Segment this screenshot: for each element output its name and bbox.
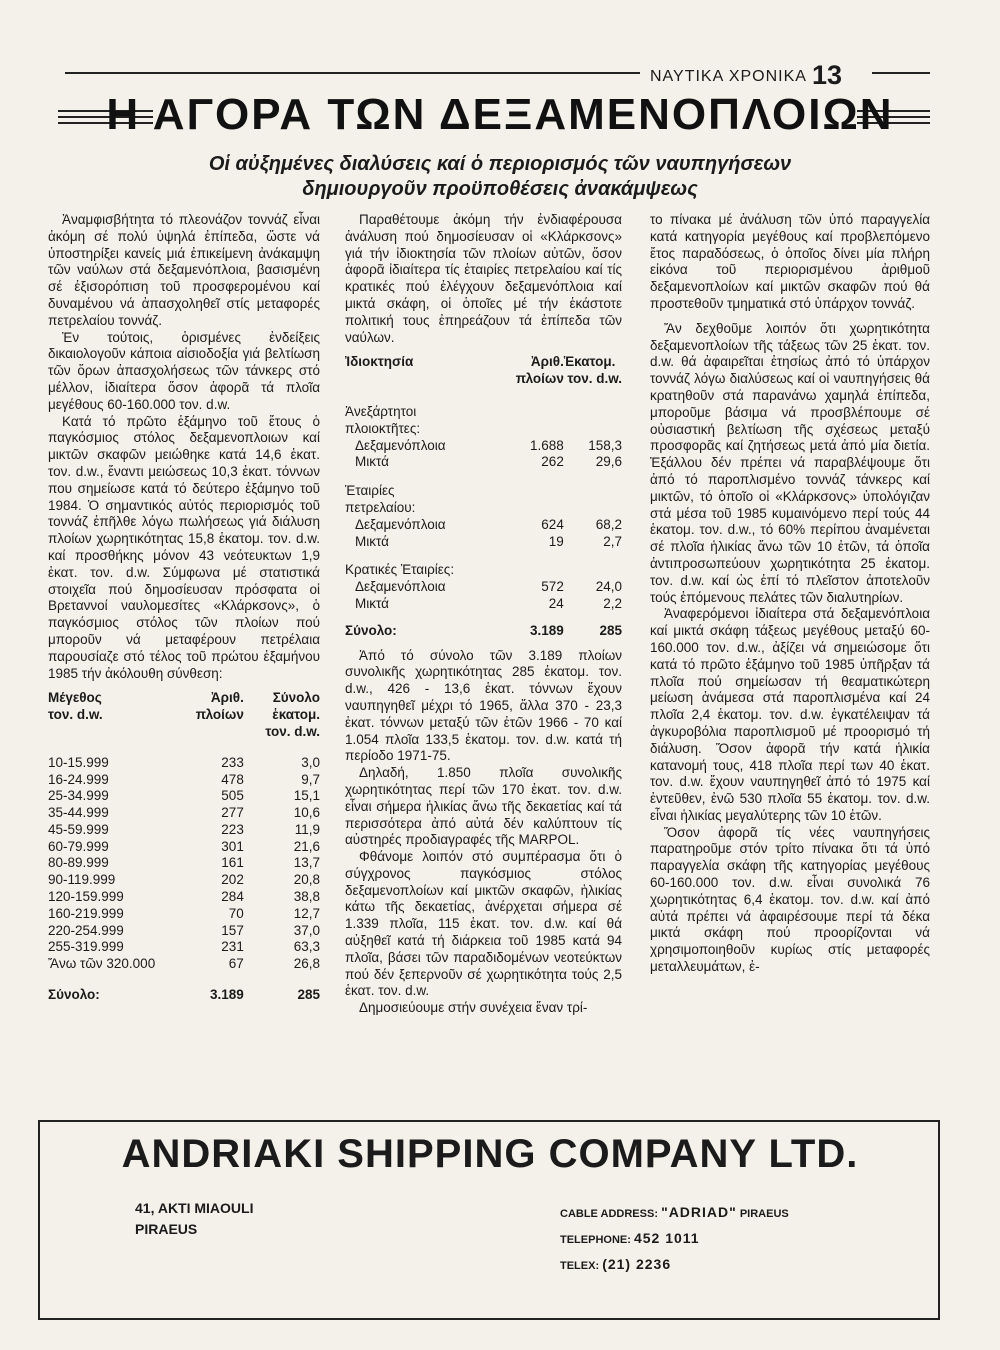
group-state-companies: Κρατικές Ἑταιρίες: xyxy=(345,562,455,578)
cable-city: PIRAEUS xyxy=(739,1208,789,1220)
row-count: 161 xyxy=(221,855,244,871)
size-table-total-row xyxy=(48,987,320,1004)
row-total: 10,6 xyxy=(293,805,320,821)
spacer xyxy=(48,682,320,690)
telephone xyxy=(560,1226,789,1252)
row-total: 68,2 xyxy=(595,516,622,532)
table-row xyxy=(48,839,320,856)
row-size: 255-319.999 xyxy=(48,939,124,955)
row-label: Μικτά xyxy=(355,533,389,549)
size-table-header-1 xyxy=(48,690,320,707)
row-label: Δεξαμενόπλοια xyxy=(355,437,446,453)
row-total: 24,0 xyxy=(595,579,622,595)
page-number: 13 xyxy=(812,60,843,90)
column-1 xyxy=(48,212,320,1004)
header-count-unit: πλοίων xyxy=(515,371,564,387)
header-count-unit: πλοίων xyxy=(195,707,244,723)
telex-value: (21) 2236 xyxy=(602,1256,672,1272)
row-label: Μικτά xyxy=(355,595,389,611)
address-line-1: 41, AKTI MIAOULI xyxy=(135,1200,254,1216)
total-count: 3.189 xyxy=(530,622,564,638)
article-subtitle xyxy=(150,152,850,202)
header-owner: Ἰδιοκτησία xyxy=(345,354,414,370)
ownership-header-1 xyxy=(345,354,622,371)
row-count: 478 xyxy=(221,771,244,787)
row-size: 10-15.999 xyxy=(48,754,109,770)
magazine-name: ΝΑΥΤΙΚΑ ΧΡΟΝΙΚΑ xyxy=(650,68,807,85)
table-row xyxy=(345,596,622,613)
row-count: 223 xyxy=(221,821,244,837)
col1-paragraph-2: Ἐν τούτοις, ὁρισμένες ἐνδείξεις δικαιολογοῦν κάποια αἰσιοδοξία γιά βελτίωση τῶν ὅρων ἀπασχολήσεως τῶν τάνκερς στό μέλλον, ἰδιαίτερα ὅσον ἀφορᾶ τά πλοῖα μεγέθους 60-160.000 τον. d.w. xyxy=(48,329,320,412)
row-total: 37,0 xyxy=(293,922,320,938)
row-total: 3,0 xyxy=(301,754,320,770)
size-table-header-2 xyxy=(48,707,320,724)
table-row xyxy=(48,956,320,973)
row-total: 29,6 xyxy=(595,454,622,470)
address-line-2: PIRAEUS xyxy=(135,1221,198,1237)
company-contacts xyxy=(560,1200,789,1278)
row-size: 35-44.999 xyxy=(48,805,109,821)
header-size: Μέγεθος xyxy=(48,690,102,706)
row-total: 20,8 xyxy=(293,872,320,888)
group-independent: Ἀνεξάρτητοι xyxy=(345,403,417,419)
row-size: 80-89.999 xyxy=(48,855,109,871)
telephone-label: TELEPHONE: xyxy=(560,1234,631,1246)
company-address xyxy=(135,1198,254,1240)
col1-paragraph-1: Ἀναμφισβήτητα τό πλεονάζον τοννάζ εἶναι ἀκόμη σέ πολύ ὑψηλά ἐπίπεδα, ὥστε νά ὑποστηρίξει κανείς μιά ἐπικείμενη ἀνάκαμψη τῶν ναύλων στά δεξαμενόπλοια, βασισμένη σέ ἐξισορόπιση τοῦ προσφερομένου καί δυναμένου νά ἀπασχοληθεῖ στίς μεταφορές πετρελαίου τοννάζ. xyxy=(48,212,320,328)
group-independent-2: πλοιοκτῆτες: xyxy=(345,420,421,436)
col2-paragraph-5: Δημοσιεύουμε στήν συνέχεια ἕναν τρί- xyxy=(359,1000,588,1016)
row-total: 9,7 xyxy=(301,771,320,787)
row-total: 2,2 xyxy=(603,595,622,611)
row-total: 2,7 xyxy=(603,533,622,549)
table-row xyxy=(48,872,320,889)
spacer xyxy=(650,313,930,321)
row-total: 63,3 xyxy=(293,939,320,955)
row-size: 16-24.999 xyxy=(48,771,109,787)
col3-paragraph-1: το πίνακα μέ ἀνάλυση τῶν ὑπό παραγγελία κατά κατηγορία μεγέθους καί προβλεπόμενο ἔτος παραδόσεως, ὁ ὁποῖος δίνει μία πλήρη εἰκόνα τοῦ περιορισμένου ἀριθμοῦ δεξαμενοπλοίων καί μικτῶν σκαφῶν πού θά προστεθοῦν τμηματικά στό ὑπάρχον τοννάζ. xyxy=(650,212,930,311)
ownership-header-2 xyxy=(345,371,622,388)
row-size: 60-79.999 xyxy=(48,838,109,854)
subtitle-line-1: Οἱ αὐξημένες διαλύσεις καί ὁ περιορισμός τῶν ναυπηγήσεων xyxy=(208,153,792,175)
header-total: Σύνολο xyxy=(272,690,320,706)
telex xyxy=(560,1252,789,1278)
size-table xyxy=(48,690,320,1004)
row-label: Μικτά xyxy=(355,454,389,470)
header-total-unit-2: τον. d.w. xyxy=(265,723,320,739)
col1-paragraph-3: Κατά τό πρῶτο ἑξάμηνο τοῦ ἔτους ὁ παγκόσμιος στόλος δεξαμενοπλοιων καί μικτῶν σκαφῶν μειώθηκε κατά 14,6 ἑκατ. τον. d.w., ἔναντι μειώσεως 10,3 ἑκατ. τόννων που σημείωσε κατά τό δεύτερο ἑξάμηνο τοῦ 1984. Ὁ σημαντικός αὐτός περιορισμός τοῦ τοννάζ ἐπῆλθε λόγω πωλήσεως γιά διάλυση πλοίων χωρητικότητας 15,8 ἑκατομ. τον. d.w. καί προσθήκης μόνον 43 νεότευκτων 1,9 ἑκατ. τον. d.w. Σύμφωνα μέ στατιστικά στοιχεῖα πού δημοσίευσαν πρόσφατα οἱ Βρεταννοί ναυλομεσίτες «Κλάρκσονς», ὁ παγκόσμιος στόλος τῶν πλοίων πού μποροῦν νά μεταφέρουν πετρέλαια παρουσίαζε στό τέλος τοῦ πρώτου ἑξαμήνου 1985 τήν ἀκόλουθη σύνθεση: xyxy=(48,413,320,681)
spacer xyxy=(345,640,622,648)
header-total: Ἑκατομ. xyxy=(563,354,616,370)
header-count: Ἀριθ. xyxy=(210,690,244,706)
table-row xyxy=(48,755,320,772)
table-row xyxy=(48,805,320,822)
row-size: 45-59.999 xyxy=(48,821,109,837)
col2-paragraph-3: Δηλαδή, 1.850 πλοῖα συνολικῆς χωρητικότητας περί τῶν 170 ἑκατ. τον. d.w. εἶναι σήμερα ἡλικίας ἄνω τῆς δεκαετίας καί τά περισσότερα ἀπό αὐτά δέν καλύπτουν τίς αὐστηρές προδιαγραφές τῆς MARPOL. xyxy=(345,765,622,848)
row-count: 24 xyxy=(548,595,564,611)
col3-paragraph-3: Ἀναφερόμενοι ἰδιαίτερα στά δεξαμενόπλοια καί μικτά σκάφη τάξεως μεγέθους μεταξύ 60-160.000 τον. d.w., ἀξίζει νά σημειώσομε ὅτι κατά τό πρῶτο ἑξάμηνο τοῦ 1985 ὑπῆρξαν τά πλοῖα πού σημείωσαν τή θεαματικώτερη μείωση ἀνάμεσα στά παροπλισμένα καί 24 πλοῖα 2,4 ἑκατομ. τον. d.w. ἐγκατέλειψαν τά ἀγκυροβόλια παροπλισμοῦ μέ προορισμό τή διάλυση. Ὅσον ἀφορᾶ τήν κατά ἡλικία κατανομή τους, 418 πλοῖα περί των 40 ἑκατ. τον. d.w. ἔχουν ναυπηγηθεῖ ἀπό τό 1975 καί ἐντεῦθεν, ἐνῶ 530 πλοῖα 55 ἑκατομ. τον. d.w. εἶναι ἡλικίας μεγαλύτερης τῶν 10 ἐτῶν. xyxy=(650,606,930,823)
row-size: 120-159.999 xyxy=(48,889,124,905)
header-size-unit: τον. d.w. xyxy=(48,707,103,723)
row-total: 26,8 xyxy=(293,956,320,972)
table-row xyxy=(345,579,622,596)
header-rule-left xyxy=(65,72,640,74)
table-row xyxy=(345,534,622,551)
telex-label: TELEX: xyxy=(560,1260,600,1272)
row-total: 11,9 xyxy=(294,821,320,837)
row-total: 13,7 xyxy=(293,855,320,871)
row-label: Δεξαμενόπλοια xyxy=(355,516,446,532)
table-row xyxy=(48,889,320,906)
spacer xyxy=(345,346,622,354)
row-count: 67 xyxy=(228,956,244,972)
group-oil-companies-2: πετρελαίου: xyxy=(345,499,416,515)
row-count: 277 xyxy=(221,805,244,821)
row-size: 160-219.999 xyxy=(48,905,124,921)
row-count: 624 xyxy=(541,516,564,532)
table-row xyxy=(345,454,622,471)
row-count: 301 xyxy=(221,838,244,854)
row-count: 70 xyxy=(228,905,244,921)
header-rule-right xyxy=(872,72,930,74)
telephone-value: 452 1011 xyxy=(633,1230,700,1246)
table-row xyxy=(48,788,320,805)
col2-paragraph-4: Φθάνομε λοιπόν στό συμπέρασμα ὅτι ὁ σύγχρονος παγκόσμιος στόλος δεξαμενοπλοίων καί μικτῶν σκαφῶν, ἡλικίας κάτω τῆς δεκαετίας, ἀνέρχεται σήμερα σέ 1.339 πλοῖα, 115 ἑκατ. τον. d.w. καί θά αὐξηθεῖ κατά τή διάρκεια τοῦ 1985 κατά 94 πλοῖα, βάσει τῶν παραδιδομένων νεοτεύκτων πού δέν ξεπερνοῦν σέ χωρητικότητα τούς 2,5 ἑκατ. τον. d.w. xyxy=(345,849,622,999)
column-3 xyxy=(650,212,930,976)
cable-value: "ADRIAD" xyxy=(661,1204,737,1220)
row-total: 38,8 xyxy=(293,889,320,905)
row-total: 12,7 xyxy=(293,905,320,921)
col2-paragraph-2: Ἀπό τό σύνολο τῶν 3.189 πλοίων συνολικῆς χωρητικότητας 285 ἑκατομ. τον. d.w., 426 - 13,6 ἑκατ. τόννων ἔχουν ναυπηγηθεῖ μέχρι τό 1965, ἄλλα 370 - 23,3 ἑκατ. τόννων μεταξύ τῶν ἐτῶν 1966 - 70 καί 1.054 πλοῖα 133,5 ἑκατομ. τον. d.w. κατά τή περίοδο 1971-75. xyxy=(345,647,622,764)
col2-paragraph-1: Παραθέτουμε ἀκόμη τήν ἐνδιαφέρουσα ἀνάλυση πού δημοσίευσαν οἱ «Κλάρκσονς» γιά τήν ἰδιοκτησία τῶν πλοίων αὐτῶν, ὅσον ἀφορᾶ ἰδιαίτερα τίς ἑταιρίες πετρελαίου καί τίς κρατικές πού ἐλέγχουν δεξαμενόπλοια καί μικτά σκάφη, οἱ ὁποῖες μέ τήν ἑκάστοτε πολιτική τους ἐπηρεάζουν τά ἐπίπεδα τῶν ναύλων. xyxy=(345,212,622,345)
row-size: 220-254.999 xyxy=(48,922,124,938)
size-table-body xyxy=(48,755,320,973)
row-size: Ἄνω τῶν 320.000 xyxy=(48,956,156,972)
total-count: 3.189 xyxy=(210,987,244,1003)
row-label: Δεξαμενόπλοια xyxy=(355,579,446,595)
row-count: 262 xyxy=(541,454,564,470)
table-row xyxy=(48,855,320,872)
row-total: 158,3 xyxy=(588,437,622,453)
row-count: 231 xyxy=(221,939,244,955)
table-row xyxy=(345,517,622,534)
row-total: 15,1 xyxy=(293,788,320,804)
column-2 xyxy=(345,212,622,1017)
col3-paragraph-4: Ὅσον ἀφορᾶ τίς νέες ναυπηγήσεις παρατηροῦμε στόν τρίτο πίνακα ὅτι τά ὑπό παραγγελία σκάφη τῆς κατηγορίας μεγέθους 60-160.000 τον. d.w. εἶναι συνολικά 76 χωρητικότητας 6,4 ἑκατομ. τον. d.w. καί ἀπό αὐτά πρέπει νά ἀφαιρέσουμε περί τά δέκα μικτά σκάφη πού προορίζονται νά χρησιμοποιηθοῦν κυρίως στίς μεταφορές μεταλλευμάτων, ἐ- xyxy=(650,824,930,975)
total-tonnage: 285 xyxy=(599,622,622,638)
table-row xyxy=(48,772,320,789)
header-count: Ἀριθ. xyxy=(530,354,564,370)
row-count: 19 xyxy=(548,533,564,549)
advertisement-box xyxy=(38,1120,940,1320)
cable-label: CABLE ADDRESS: xyxy=(560,1208,658,1220)
table-row xyxy=(48,923,320,940)
group-oil-companies: Ἑταιρίες xyxy=(345,483,395,499)
row-count: 233 xyxy=(221,754,244,770)
subtitle-line-2: δημιουργοῦν προϋποθέσεις ἀνακάμψεως xyxy=(302,178,698,200)
company-name: ANDRIAKI SHIPPING COMPANY LTD. xyxy=(121,1132,859,1176)
row-size: 90-119.999 xyxy=(48,872,116,888)
header-total-unit: ἑκατομ. xyxy=(272,707,320,723)
row-count: 202 xyxy=(221,872,244,888)
total-label: Σύνολο: xyxy=(345,622,397,638)
table-row xyxy=(345,438,622,455)
article-title: Η ΑΓΟΡΑ ΤΩΝ ΔΕΞΑΜΕΝΟΠΛΟΙΩΝ xyxy=(106,90,894,139)
col3-paragraph-2: Ἄν δεχθοῦμε λοιπόν ὅτι χωρητικότητα δεξαμενοπλοίων τῆς τάξεως τῶν 25 ἑκατ. τον. d.w. θά ἀφαιρεῖται ἐτησίως ἀπό τό ὑπάρχον τοννάζ λόγω διαλύσεως καί οἱ ναυπηγήσεις θά κρατηθοῦν στά παρανάνω χαμηλά ἐπίπεδα, μποροῦμε βάσιμα νά προσβλέπουμε σέ οὐσιαστική βελτίωση τῆς σχέσεως μεταξύ προσφορᾶς καί ζητήσεως μετά ἀπό μία διετία. Ἐξάλλου δέν πρέπει νά παραβλέψουμε ὅτι ἀπό τό παροπλισμένο τοννάζ τάνκερς καί μικτῶν, τό ὁποῖο οἱ «Κλάρκσονς» ὑπολόγιζαν στά μέσα τοῦ 1985 κυμαινόμενο περί τούς 44 ἑκατομ. τον. d.w., τό 60% περίπου ἀναμένεται σέ πλοῖα ἡλικίας ἄνω τῶν 10 ἐτῶν, τά ὁποῖα ἀντιπροσωπεύουν χωρητικότητα 25 ἑκατομ. τον. d.w. καί ὡς ἐπί τό πλεῖστον ἀποτελοῦν τούς ἑπόμενους πελάτες τῶν διαλυτηρίων. xyxy=(650,320,930,605)
row-count: 572 xyxy=(541,579,564,595)
table-row xyxy=(48,822,320,839)
ownership-table xyxy=(345,354,622,639)
row-size: 25-34.999 xyxy=(48,788,109,804)
ownership-total-row xyxy=(345,623,622,640)
cable-address xyxy=(560,1200,789,1226)
total-label: Σύνολο: xyxy=(48,987,100,1003)
row-total: 21,6 xyxy=(293,838,320,854)
header-total-unit: τον. d.w. xyxy=(567,371,622,387)
table-row xyxy=(48,939,320,956)
row-count: 284 xyxy=(221,889,244,905)
table-row xyxy=(48,906,320,923)
size-table-header-3 xyxy=(48,724,320,741)
row-count: 505 xyxy=(221,788,244,804)
row-count: 1.688 xyxy=(530,437,564,453)
row-count: 157 xyxy=(221,922,244,938)
total-tonnage: 285 xyxy=(297,987,320,1003)
